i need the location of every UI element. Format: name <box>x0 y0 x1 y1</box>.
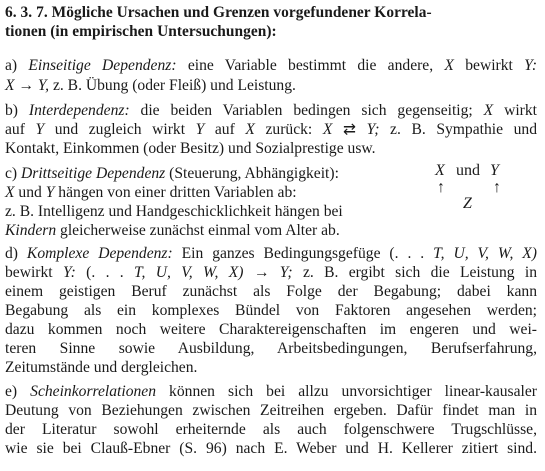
paragraph-b-line-1 <box>5 102 537 121</box>
paragraph-e-line-1 <box>5 383 537 402</box>
text: z. B. Übung (oder Fleiß) und Leistung. <box>49 77 296 94</box>
dependency-diagram <box>430 162 530 222</box>
text: können sich bei allzu unvorsichtiger linear-kausaler <box>156 383 537 400</box>
paragraph-b-line-3: Kontakt, Einkommen (oder Besitz) und Sozialprestige usw. <box>5 140 376 157</box>
text: (. . . <box>75 264 135 281</box>
diagram-y: Y <box>490 162 499 179</box>
paragraph-c-line-2 <box>5 184 297 203</box>
heading-line-1: 6. 3. 7. Mögliche Ursachen und Grenzen vorgefundener Korrela- <box>5 4 432 21</box>
diagram-z: Z <box>463 195 472 212</box>
section-heading <box>5 3 540 41</box>
item-marker: a) <box>5 57 29 74</box>
text: und <box>14 184 46 201</box>
variable: Y; <box>279 264 293 281</box>
term: Drittseitige Dependenz <box>21 165 166 182</box>
text: und zugleich wirkt <box>44 121 196 138</box>
variable: X <box>5 184 15 201</box>
text: auf <box>5 121 36 138</box>
paragraph-d-line-6: teren Sinne sowie Ausbildung, Arbeitsbedingungen, Berufserfahrung, <box>5 340 537 357</box>
text: wirkt <box>493 102 537 119</box>
paragraph-a-line-1 <box>5 57 537 76</box>
variable: Y, <box>37 77 50 94</box>
variable: Y: <box>62 264 76 281</box>
bidirectional-arrow-symbol: ⇄ <box>332 121 367 138</box>
text: auf <box>204 121 246 138</box>
term: Interdependenz: <box>28 102 130 119</box>
variable: X <box>245 121 255 138</box>
variable: Y: <box>524 57 538 74</box>
arrow-up-icon: ↑ <box>437 179 445 196</box>
term: Einseitige Dependenz: <box>28 57 177 74</box>
variable: Y; <box>366 121 380 138</box>
arrow-up-icon: ↑ <box>493 179 501 196</box>
diagram-und: und <box>456 162 480 179</box>
text: Ein ganzes Bedingungsgefüge (. . . <box>172 245 434 262</box>
variable: X <box>444 57 454 74</box>
variable: Y <box>35 121 45 138</box>
paragraph-d-line-3: einem geistigen Beruf zunächst als Folge der Begabung; dabei kann <box>5 283 537 300</box>
item-marker: d) <box>5 245 27 262</box>
diagram-x: X <box>435 162 445 179</box>
variable: X <box>322 121 333 138</box>
term: Scheinkorrelationen <box>30 383 157 400</box>
text: zurück: <box>254 121 323 138</box>
text: z. B. ergibt sich die Leistung in <box>292 264 537 281</box>
text: (Steuerung, Abhängigkeit): <box>165 165 339 182</box>
text: z. B. Sympathie und <box>379 121 537 138</box>
item-marker: e) <box>5 383 31 400</box>
paragraph-d-line-4: Begabung als ein komplexes Bündel von Faktoren angesehen werden; <box>5 302 537 319</box>
variable: X <box>5 77 15 94</box>
paragraph-e-line-2: Deutung von Beziehungen zwischen Zeitreihen ergeben. Dafür findet man in <box>5 402 537 419</box>
variable: Y <box>195 121 205 138</box>
paragraph-c-line-1 <box>5 165 339 184</box>
term: Kindern <box>5 222 57 239</box>
arrow-symbol: → <box>14 77 38 94</box>
text: bewirkt <box>5 264 63 281</box>
text: gleicherweise zunächst einmal vom Alter ab. <box>56 222 340 239</box>
item-marker: c) <box>5 165 22 182</box>
text: die beiden Variablen bedingen sich gegenseitig; <box>129 102 484 119</box>
paragraph-c-line-4 <box>5 222 340 241</box>
variables: T, U, V, W, X) <box>134 264 244 281</box>
paragraph-e-line-4: wie sie bei Clauß-Ebner (S. 96) nach E. Weber und H. Kellerer zitiert sind. <box>5 440 537 457</box>
paragraph-d-line-7: Zeitumstände und dergleichen. <box>5 359 198 376</box>
text: bewirkt <box>453 57 525 74</box>
heading-line-2: tionen (in empirischen Untersuchungen): <box>5 23 277 40</box>
variable: X <box>483 102 494 119</box>
paragraph-d-line-2 <box>5 264 537 283</box>
paragraph-d-line-1 <box>5 245 537 264</box>
text: hängen von einer dritten Variablen ab: <box>54 184 297 201</box>
item-marker: b) <box>5 102 29 119</box>
variables: T, U, V, W, X) <box>433 245 537 262</box>
term: Komplexe Dependenz: <box>26 245 173 262</box>
text: eine Variable bestimmt die andere, <box>176 57 445 74</box>
paragraph-d-line-5: dazu kommen noch weitere Charaktereigenschaften im engeren und wei- <box>5 321 537 338</box>
paragraph-a-line-2 <box>5 77 296 96</box>
paragraph-b-line-2 <box>5 121 537 140</box>
paragraph-c-line-3: z. B. Intelligenz und Handgeschicklichkeit hängen bei <box>5 203 343 220</box>
variable: Y <box>45 184 55 201</box>
arrow-symbol: → <box>243 264 280 281</box>
paragraph-e-line-3: der Literatur sowohl erheiternde als auch folgenschwere Trugschlüsse, <box>5 421 537 438</box>
